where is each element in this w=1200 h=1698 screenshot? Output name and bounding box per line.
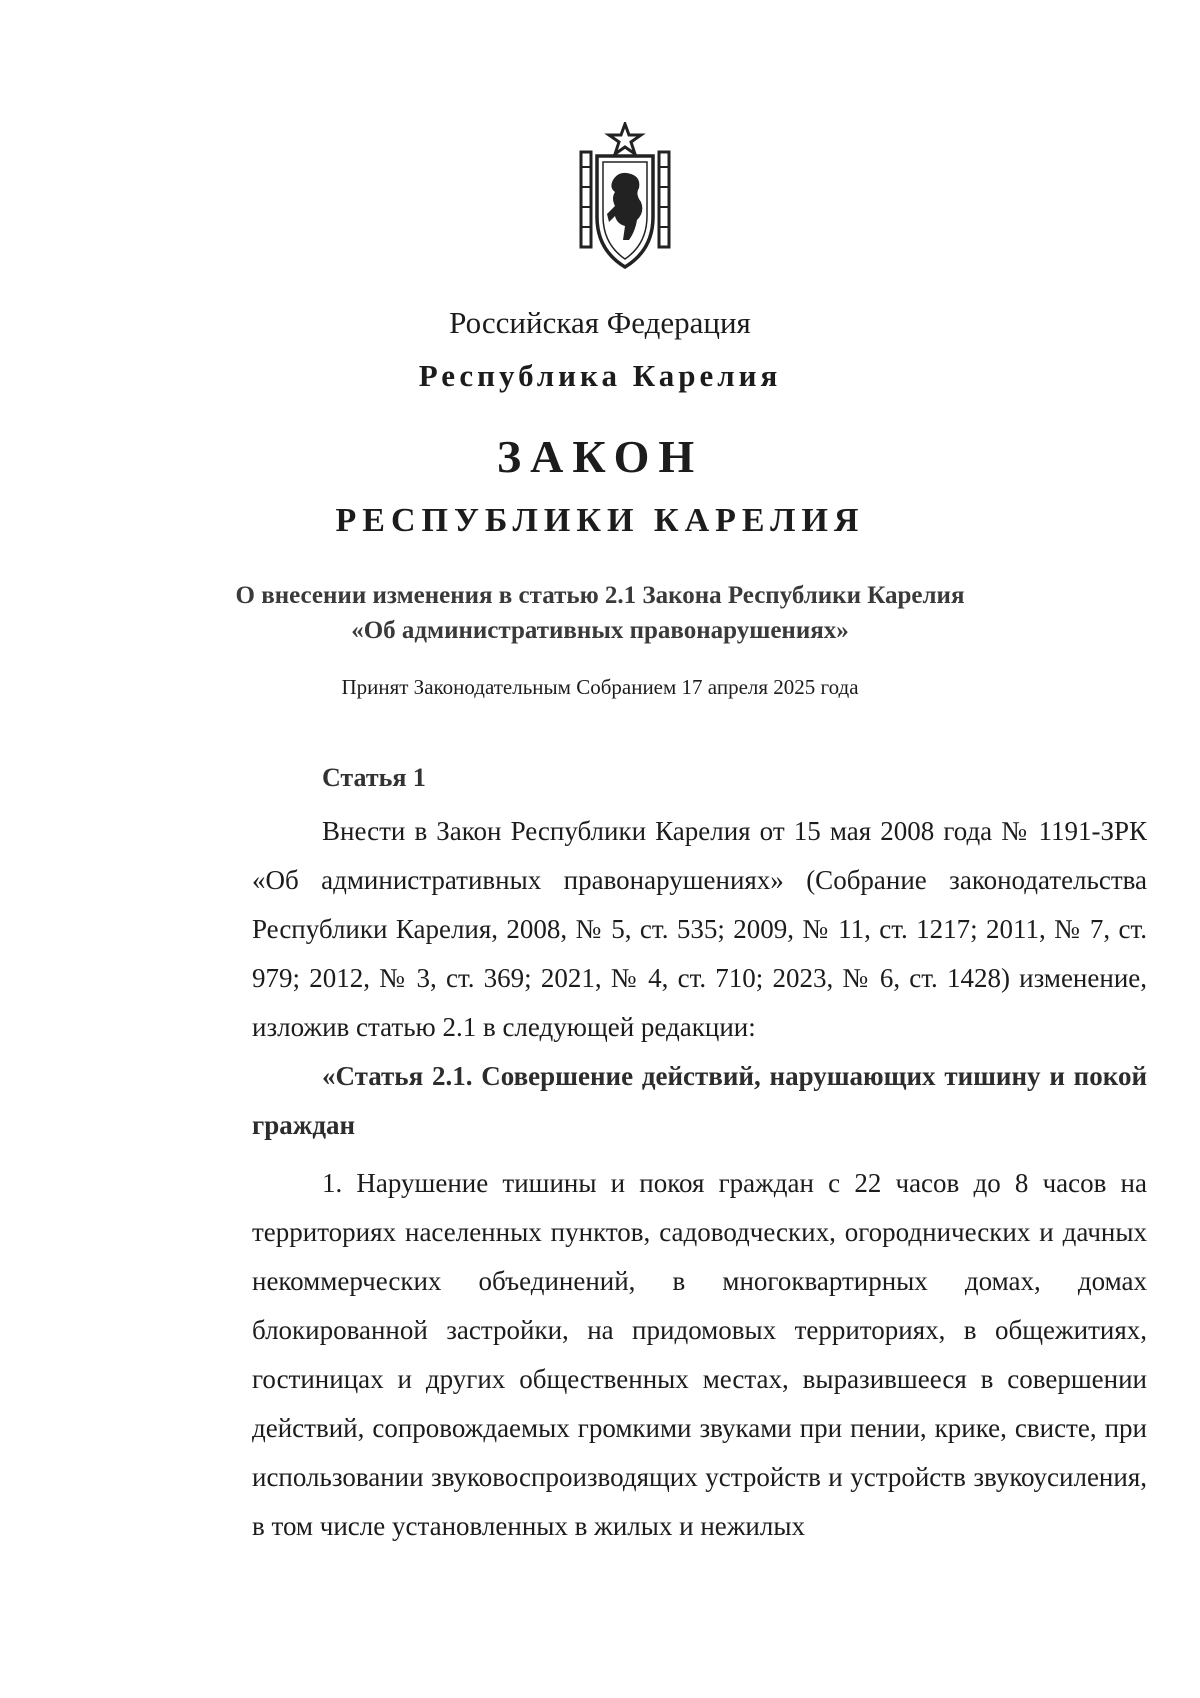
subject-line-1: О внесении изменения в статью 2.1 Закона Республики Карелия: [235, 582, 965, 609]
article-2-1-title: «Статья 2.1. Совершение действий, нарушающих тишину и покой граждан: [252, 1061, 1147, 1140]
paragraph-text: Внести в Закон Республики Карелия от 15 мая 2008 года № 1191-ЗРК «Об административных правонарушениях» (Собрание законодательства Республики Карелия, 2008, № 5, ст. 535; 2009, № 11, ст. 1217; 2011, № 7, ст. 979; 2012, № 3, ст. 369; 2021, № 4, ст. 710; 2023, № 6, ст. 1428) изменение, изложив статью 2.1 в следующей редакции:: [252, 816, 1147, 1042]
document-issuer-title: РЕСПУБЛИКИ КАРЕЛИЯ: [335, 502, 865, 539]
country-name: Российская Федерация: [449, 305, 751, 340]
document-type-title: ЗАКОН: [496, 431, 704, 482]
article-heading: Статья 1: [322, 763, 426, 792]
article-title-block: [252, 1052, 1147, 1150]
adoption-date: Принят Законодательным Собранием 17 апреля 2025 года: [341, 675, 859, 699]
document-subject: [0, 578, 1200, 648]
article-paragraph-2: [252, 1159, 1147, 1551]
article-paragraph-1: [252, 807, 1147, 1052]
paragraph-text: 1. Нарушение тишины и покоя граждан с 22 часов до 8 часов на территориях населенных пунктов, садоводческих, огороднических и дачных некоммерческих объединений, в многоквартирных домах, домах блокированной застройки, на придомовых территориях, в общежитиях, гостиницах и других общественных местах, выразившееся в совершении действий, сопровождаемых громкими звуками при пении, крике, свисте, при использовании звуковоспроизводящих устройств и устройств звукоусиления, в том числе установленных в жилых и нежилых: [252, 1168, 1147, 1541]
subject-line-2: «Об административных правонарушениях»: [351, 617, 849, 644]
republic-name: Республика Карелия: [418, 358, 782, 393]
coat-of-arms-emblem: [575, 122, 675, 272]
